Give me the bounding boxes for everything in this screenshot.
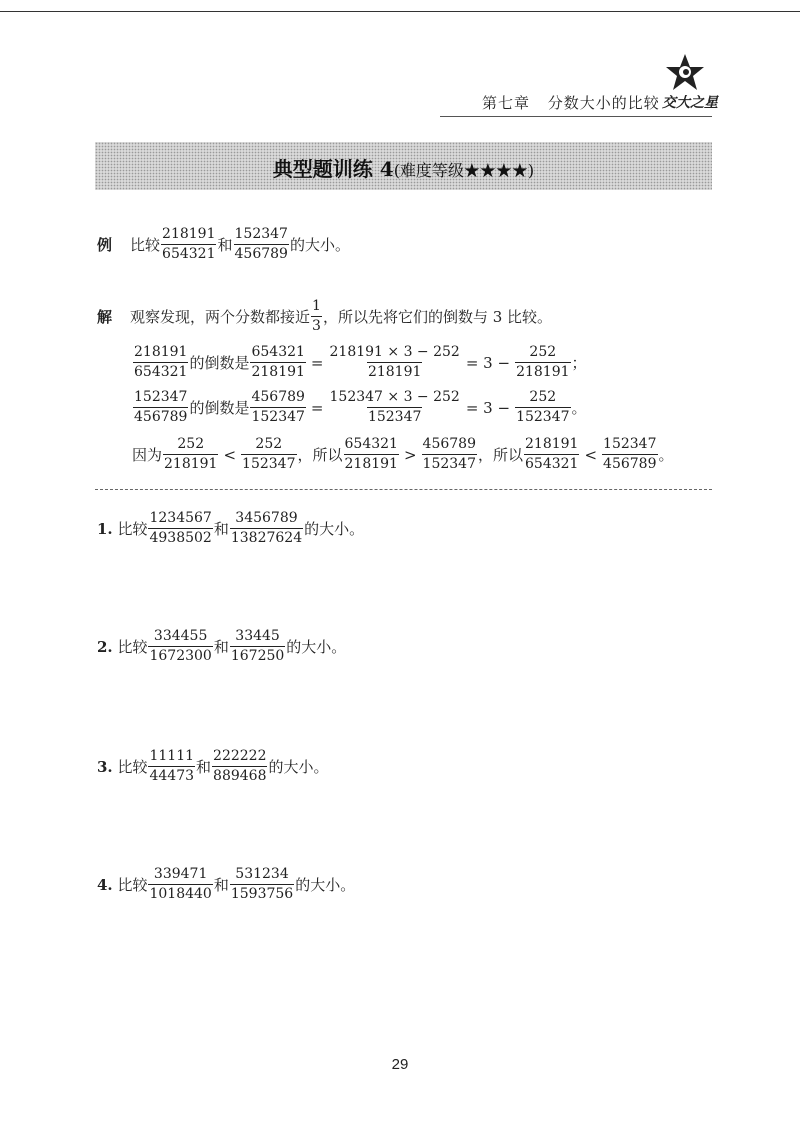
denominator: 456789 [603, 456, 657, 472]
solution-conclusion [132, 436, 674, 473]
header-underline [440, 116, 712, 117]
step-end: ； [571, 354, 587, 372]
denominator: 1672300 [149, 648, 212, 664]
fraction [422, 436, 477, 473]
numerator: 339471 [153, 866, 208, 882]
solution-intro-line [97, 298, 552, 335]
problem-suffix: 的大小。 [304, 520, 365, 538]
numerator: 218191 × 3 − 252 [329, 344, 460, 360]
fraction [344, 436, 399, 473]
so-text: ，所以 [478, 446, 524, 464]
numerator: 11111 [149, 748, 195, 764]
title-banner [95, 142, 712, 190]
fraction [148, 866, 212, 903]
denominator: 1018440 [149, 886, 212, 902]
fraction [133, 344, 188, 381]
solution-step-1 [132, 344, 587, 381]
denominator: 654321 [162, 246, 216, 262]
denominator: 218191 [164, 456, 218, 472]
problem-prefix: 比较 [117, 876, 148, 894]
denominator: 4938502 [149, 530, 212, 546]
step-end: 。 [571, 399, 587, 417]
equals-sign: = [310, 353, 324, 372]
brand-name: 交大之星 [662, 95, 718, 111]
numerator: 252 [529, 344, 557, 360]
denominator: 218191 [367, 364, 422, 380]
denominator: 152347 [516, 409, 570, 425]
problem-4 [97, 866, 355, 903]
fraction [148, 628, 212, 665]
section-label: 分数大小的比较 [547, 94, 660, 112]
equals-expression: = 3 − [465, 353, 511, 372]
fraction [148, 748, 195, 785]
denominator: 456789 [134, 409, 188, 425]
problem-number: 1. [97, 519, 113, 538]
denominator: 889468 [213, 768, 267, 784]
numerator: 654321 [344, 436, 398, 452]
top-border-line [0, 11, 800, 12]
problem-and: 和 [213, 876, 229, 894]
because-text: 因为 [132, 446, 163, 464]
numerator: 152347 [603, 436, 657, 452]
numerator: 456789 [251, 389, 305, 405]
denominator: 152347 [367, 409, 422, 425]
numerator: 1 [312, 298, 321, 314]
step-text: 的倒数是 [189, 354, 250, 372]
numerator: 218191 [162, 226, 216, 242]
problem-suffix: 的大小。 [295, 876, 356, 894]
fraction [515, 389, 570, 426]
problem-3 [97, 748, 329, 785]
equals-sign: = [310, 398, 324, 417]
numerator: 334455 [153, 628, 208, 644]
numerator: 222222 [213, 748, 267, 764]
denominator: 13827624 [230, 530, 303, 546]
denominator: 218191 [516, 364, 570, 380]
fraction [241, 436, 296, 473]
less-than-sign: < [223, 445, 237, 464]
denominator: 1593756 [230, 886, 294, 902]
greater-than-sign: > [403, 445, 417, 464]
example-line [97, 226, 350, 263]
problem-suffix: 的大小。 [268, 758, 329, 776]
numerator: 152347 [234, 226, 288, 242]
solution-step-2 [132, 389, 587, 426]
page-title [95, 153, 712, 182]
numerator: 33445 [235, 628, 280, 644]
numerator: 3456789 [235, 510, 298, 526]
problem-prefix: 比较 [117, 520, 148, 538]
numerator: 531234 [235, 866, 289, 882]
denominator: 152347 [422, 456, 476, 472]
problem-number: 2. [97, 637, 113, 656]
denominator: 654321 [525, 456, 579, 472]
fraction [148, 510, 212, 547]
solution-intro-a: 观察发现，两个分数都接近 [130, 308, 311, 326]
title-difficulty: (难度等级★★★★) [393, 161, 535, 180]
problem-prefix: 比较 [117, 638, 148, 656]
denominator: 3 [312, 318, 321, 334]
numerator: 252 [177, 436, 205, 452]
denominator: 218191 [251, 364, 305, 380]
equals-expression: = 3 − [465, 398, 511, 417]
denominator: 152347 [242, 456, 296, 472]
problem-prefix: 比较 [117, 758, 148, 776]
problem-suffix: 的大小。 [286, 638, 347, 656]
fraction [515, 344, 570, 381]
denominator: 167250 [230, 648, 285, 664]
problem-and: 和 [196, 758, 212, 776]
numerator: 152347 × 3 − 252 [329, 389, 460, 405]
fraction [161, 226, 216, 263]
solution-intro-b: ，所以先将它们的倒数与 3 比较。 [322, 308, 553, 326]
fraction [230, 866, 294, 903]
denominator: 152347 [251, 409, 305, 425]
fraction [212, 748, 267, 785]
problem-number: 4. [97, 875, 113, 894]
fraction [311, 298, 322, 335]
step-end: 。 [658, 446, 674, 464]
star-logo-icon [663, 52, 707, 92]
so-text: ，所以 [297, 446, 343, 464]
example-and: 和 [217, 236, 233, 254]
problem-1 [97, 510, 364, 547]
numerator: 456789 [422, 436, 476, 452]
denominator: 44473 [149, 768, 195, 784]
chapter-label: 第七章 [482, 94, 531, 112]
page-number: 29 [391, 1056, 409, 1073]
fraction [524, 436, 579, 473]
example-label: 例 [97, 236, 113, 254]
problem-2 [97, 628, 346, 665]
denominator: 218191 [344, 456, 398, 472]
numerator: 654321 [251, 344, 305, 360]
problem-and: 和 [213, 520, 229, 538]
solution-label: 解 [97, 308, 113, 326]
less-than-sign: < [584, 445, 598, 464]
fraction [163, 436, 218, 473]
fraction [329, 344, 461, 381]
fraction [234, 226, 289, 263]
numerator: 1234567 [149, 510, 212, 526]
numerator: 218191 [525, 436, 579, 452]
numerator: 152347 [134, 389, 188, 405]
numerator: 252 [255, 436, 283, 452]
fraction [230, 510, 303, 547]
numerator: 218191 [134, 344, 188, 360]
fraction [133, 389, 188, 426]
fraction [250, 344, 305, 381]
fraction [250, 389, 305, 426]
denominator: 654321 [134, 364, 188, 380]
denominator: 456789 [234, 246, 288, 262]
numerator: 252 [529, 389, 557, 405]
example-suffix: 的大小。 [289, 236, 350, 254]
example-prefix: 比较 [130, 236, 161, 254]
fraction [602, 436, 657, 473]
chapter-header [482, 92, 672, 113]
dashed-divider [95, 489, 712, 490]
fraction [329, 389, 461, 426]
problem-and: 和 [213, 638, 229, 656]
step-text: 的倒数是 [189, 399, 250, 417]
fraction [230, 628, 285, 665]
problem-number: 3. [97, 757, 113, 776]
title-main: 典型题训练 4 [272, 157, 394, 181]
